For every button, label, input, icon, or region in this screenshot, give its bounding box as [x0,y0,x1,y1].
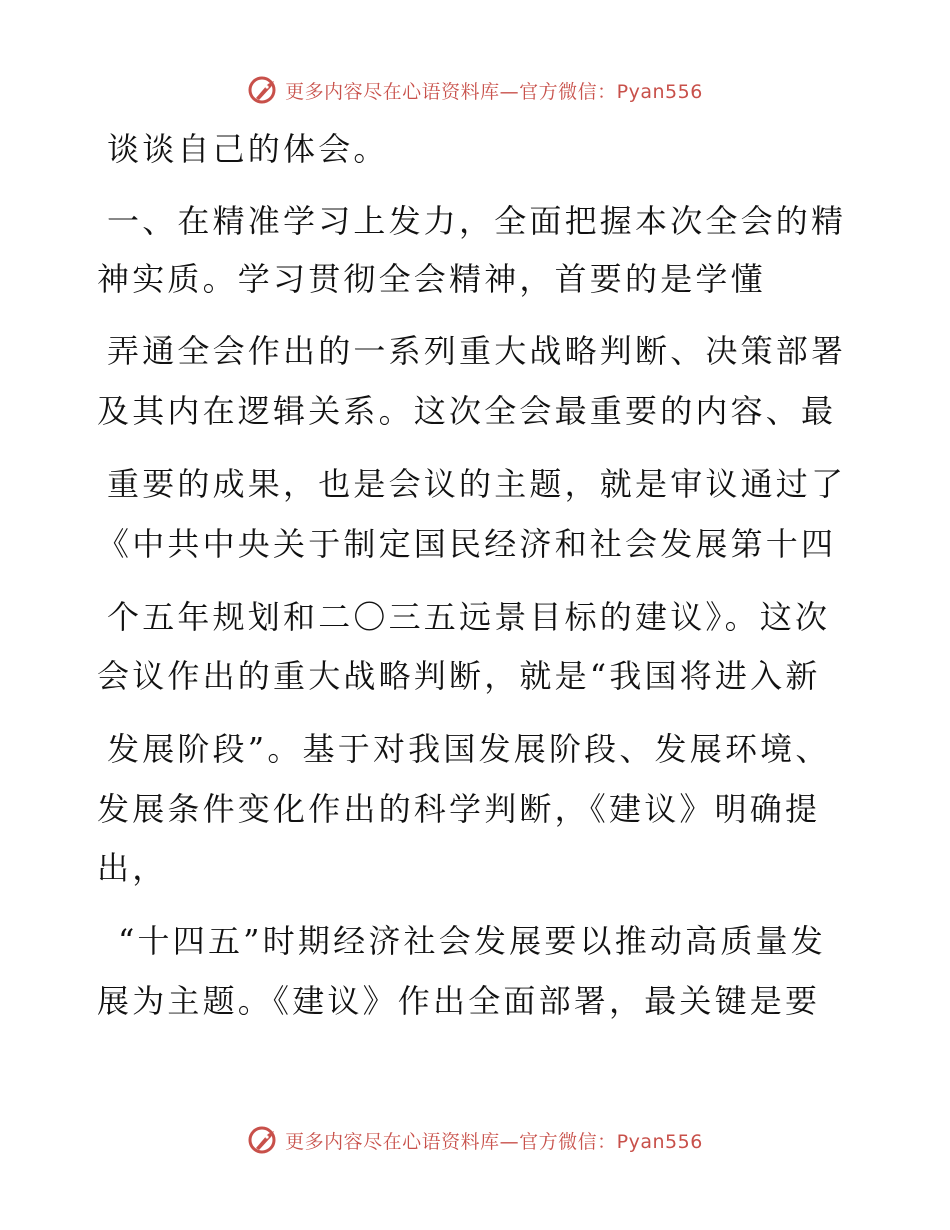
text-line-7: 《中共中央关于制定国民经济和社会发展第十四 [97,525,837,563]
text-line-8: 个五年规划和二〇三五远景目标的建议》。这次 [107,598,831,636]
text-line-5: 及其内在逻辑关系。这次全会最重要的内容、最 [97,392,837,430]
header-watermark [0,70,950,110]
text-line-6: 重要的成果，也是会议的主题，就是审议通过了 [107,465,847,503]
text-line-12: 出， [97,849,168,887]
watermark-text: 更多内容尽在心语资料库—官方微信：Pyan556 [285,80,703,103]
text-line-9: 会议作出的重大战略判断，就是“我国将进入新 [97,657,821,695]
watermark-text: 更多内容尽在心语资料库—官方微信：Pyan556 [285,1130,703,1153]
text-line-2: 一、在精准学习上发力，全面把握本次全会的精 [107,202,847,240]
text-line-11: 发展条件变化作出的科学判断，《建议》明确提 [97,790,821,828]
text-line-10: 发展阶段”。基于对我国发展阶段、发展环境、 [107,730,831,768]
pen-nib-logo-icon [247,73,281,107]
text-line-14: 展为主题。《建议》作出全面部署，最关键是要 [97,982,821,1020]
pen-nib-logo-icon [247,1123,281,1157]
text-line-3: 神实质。学习贯彻全会精神，首要的是学懂 [97,260,766,298]
text-line-4: 弄通全会作出的一系列重大战略判断、决策部署 [107,332,847,370]
text-line-13: “十四五”时期经济社会发展要以推动高质量发 [118,922,826,960]
text-line-1: 谈谈自己的体会。 [107,130,389,168]
footer-watermark [0,1120,950,1160]
